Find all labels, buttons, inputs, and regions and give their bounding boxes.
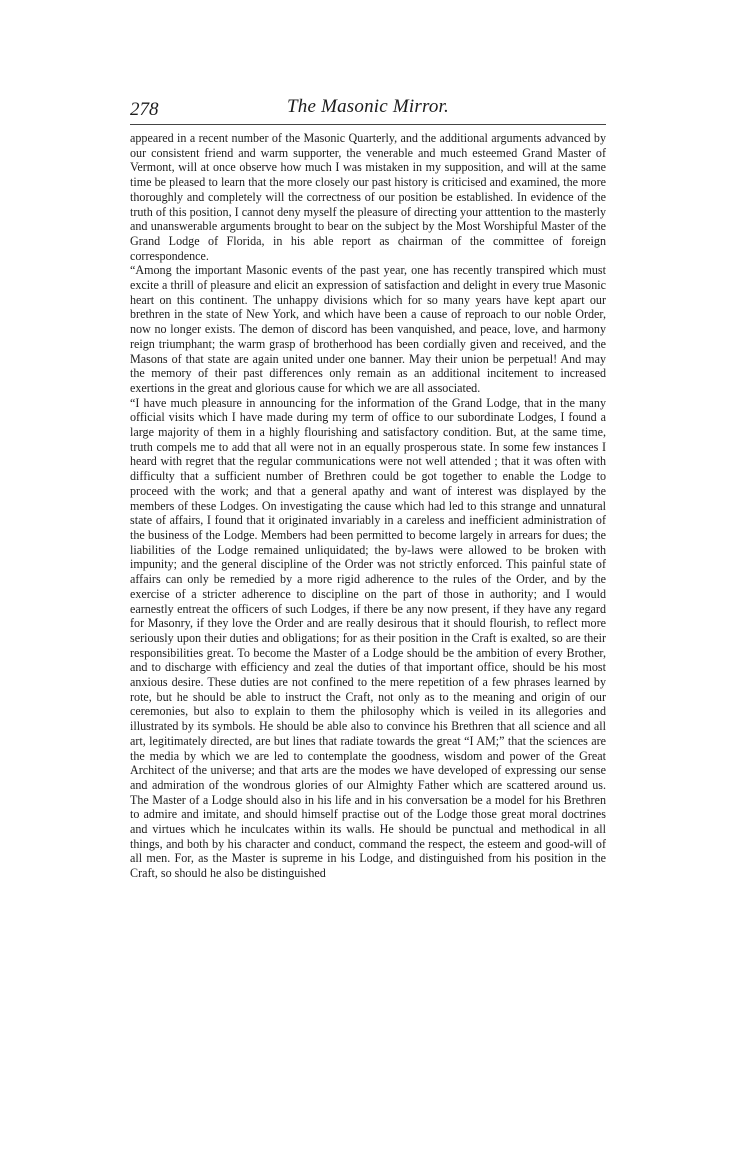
paragraph-2: “Among the important Masonic events of the past year, one has recently transpired which must excite a thrill of pleasure and elicit an expression of satisfaction and delight in every true Masonic heart on this continent. The unhappy divisions which for so many years have kept apart our brethren in the state of New York, and which have been a cause of reproach to our noble Order, now no longer exists. The demon of discord has been vanquished, and peace, love, and harmony reign triumphant; the warm grasp of brotherhood has been cordially given and received, and the Masons of that state are again united under one banner. May their union be perpetual! And may the memory of their past differences only remain as an additional incitement to increased exertions in the great and glorious cause for which we are all associated.	[130, 263, 606, 395]
running-title: The Masonic Mirror.	[287, 96, 449, 117]
body-text	[130, 131, 606, 881]
page-number: 278	[130, 99, 159, 120]
running-head	[130, 96, 606, 125]
paragraph-3: “I have much pleasure in announcing for the information of the Grand Lodge, that in the many official visits which I have made during my term of office to our subordinate Lodges, I found a large majority of them in a highly flourishing and satisfactory condition. But, at the same time, truth compels me to add that all were not in an equally prosperous state. In some few instances I heard with regret that the regular communications were not well attended ; that it was often with difficulty that a sufficient number of Brethren could be got together to enable the Lodge to proceed with the work; and that a general apathy and want of interest was displayed by the members of these Lodges. On investigating the cause which had led to this strange and unnatural state of affairs, I found that it originated invariably in a careless and inefficient administration of the business of the Lodge. Members had been permitted to become largely in arrears for dues; the liabilities of the Lodge remained unliquidated; the by-laws were allowed to be broken with impunity; and the general discipline of the Order was not strictly enforced. This painful state of affairs can only be remedied by a more rigid adherence to the rules of the Order, and by the exercise of a stricter adherence to discipline on the part of those in authority; and I would earnestly entreat the officers of such Lodges, if there be any now present, if they have any regard for Masonry, if they love the Order and are really desirous that it should flourish, to reflect more seriously upon their duties and obligations; for as their position in the Craft is exalted, so are their responsibilities great. To become the Master of a Lodge should be the ambition of every Brother, and to discharge with efficiency and zeal the duties of that important office, should be his most anxious desire. These duties are not confined to the mere repetition of a few phrases learned by rote, but he should be able to instruct the Craft, not only as to the meaning and origin of our ceremonies, but also to explain to them the philosophy which is veiled in its allegories and illustrated by its symbols. He should be able also to convince his Brethren that all science and all art, legitimately directed, are but lines that radiate towards the great “I AM;” that the sciences are the media by which we are led to contemplate the goodness, wisdom and power of the Great Architect of the universe; and that arts are the modes we have developed of expressing our sense and admiration of the wondrous glories of our Almighty Father which are scattered around us. The Master of a Lodge should also in his life and in his conversation be a model for his Brethren to admire and imitate, and should himself practise out of the Lodge those great moral doctrines and virtues which he inculcates within its walls. He should be punctual and methodical in all things, and both by his character and conduct, command the respect, the esteem and good-will of all men. For, as the Master is supreme in his Lodge, and distinguished from his position in the Craft, so should he also be distinguished	[130, 395, 606, 881]
paragraph-1: appeared in a recent number of the Masonic Quarterly, and the additional arguments advanced by our consistent friend and warm supporter, the venerable and much esteemed Grand Master of Vermont, will at once observe how much I was mistaken in my supposition, and will at the same time be pleased to learn that the more closely our past history is criticised and examined, the more thoroughly and completely will the correctness of our position be established. In evidence of the truth of this position, I cannot deny myself the pleasure of directing your atttention to the masterly and unanswerable arguments brought to bear on the subject by the Most Worshipful Master of the Grand Lodge of Florida, in his able report as chairman of the committee of foreign correspondence.	[130, 131, 606, 263]
book-page	[130, 96, 606, 881]
